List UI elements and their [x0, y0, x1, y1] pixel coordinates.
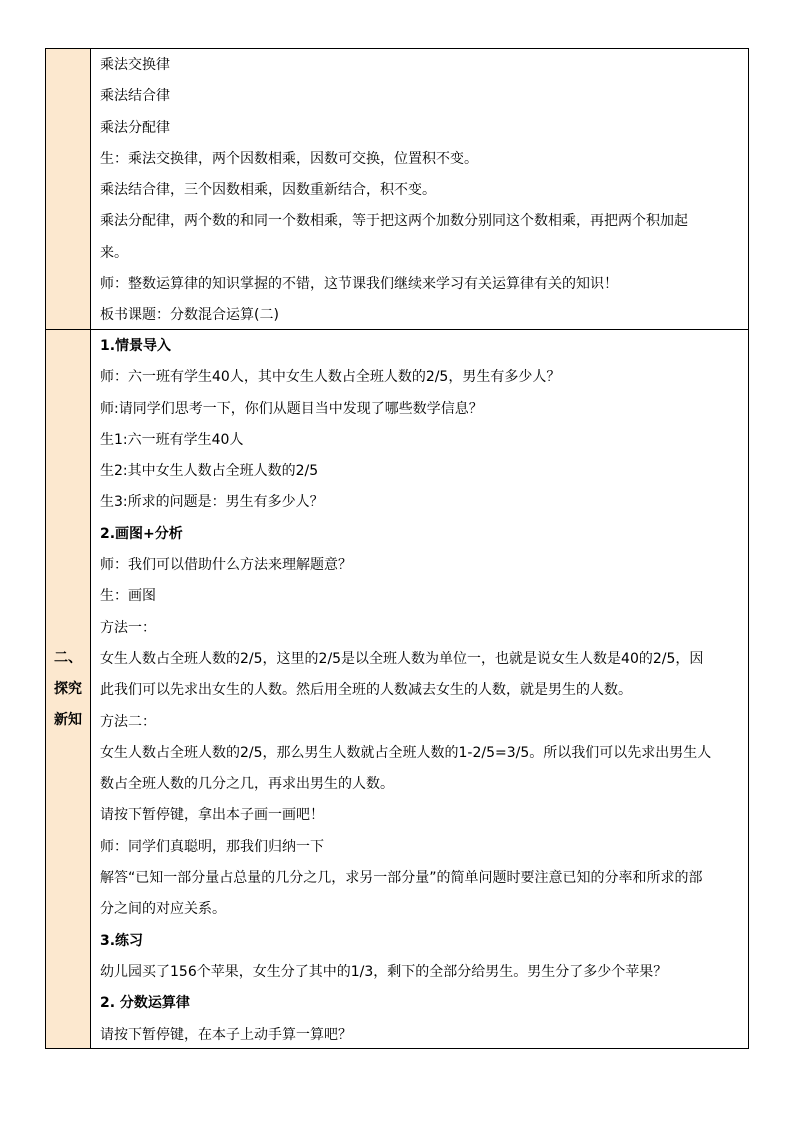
text-line: 师：六一班有学生40人，其中女生人数占全班人数的2/5，男生有多少人？ [100, 369, 561, 386]
text-line: 来。 [100, 244, 128, 261]
section-heading: 3.练习 [100, 932, 144, 949]
text-line: 生：画图 [100, 588, 156, 605]
text-line: 分之间的对应关系。 [100, 901, 226, 918]
text-line: 乘法分配律 [100, 119, 170, 136]
section-label-line: 二、 [54, 649, 82, 666]
section-label-cell [46, 330, 91, 1048]
text-line: 师：我们可以借助什么方法来理解题意？ [100, 557, 352, 574]
text-line: 乘法交换律 [100, 57, 170, 73]
section-heading: 1.情景导入 [100, 338, 172, 354]
text-line: 师:请同学们思考一下，你们从题目当中发现了哪些数学信息？ [100, 400, 483, 417]
text-line: 乘法结合律，三个因数相乘，因数重新结合，积不变。 [100, 182, 436, 199]
text-line: 方法一： [100, 619, 156, 636]
section-heading: 2. 分数运算律 [100, 995, 190, 1012]
text-line: 方法二： [100, 713, 156, 730]
text-line: 数占全班人数的几分之几，再求出男生的人数。 [100, 776, 394, 793]
section-label [54, 643, 82, 736]
table-row [46, 329, 748, 1048]
text-line: 生：乘法交换律，两个因数相乘，因数可交换，位置积不变。 [100, 150, 478, 167]
text-line: 女生人数占全班人数的2/5，这里的2/5是以全班人数为单位一，也就是说女生人数是40的2/5，因 [100, 650, 704, 667]
text-line: 生3:所求的问题是：男生有多少人？ [100, 494, 324, 511]
table-row [46, 49, 748, 329]
content-cell [91, 49, 748, 329]
lesson-table [45, 48, 749, 1049]
text-line: 板书课题：分数混合运算(二) [100, 307, 279, 324]
text-line: 生2:其中女生人数占全班人数的2/5 [100, 463, 319, 480]
section-heading: 2.画图+分析 [100, 525, 183, 542]
section-label-line: 新知 [54, 711, 82, 728]
text-line: 请按下暂停键，拿出本子画一画吧！ [100, 807, 324, 824]
text-line: 乘法分配律，两个数的和同一个数相乘，等于把这两个加数分别同这个数相乘，再把两个积加起 [100, 213, 688, 230]
side-cell [46, 49, 91, 329]
text-line: 师：同学们真聪明，那我们归纳一下 [100, 838, 324, 855]
text-line: 女生人数占全班人数的2/5，那么男生人数就占全班人数的1-2/5=3/5。所以我们可以先求出男生人 [100, 744, 712, 761]
text-line: 请按下暂停键，在本子上动手算一算吧？ [100, 1026, 352, 1043]
text-line: 乘法结合律 [100, 88, 170, 105]
text-line: 幼儿园买了156个苹果，女生分了其中的1/3，剩下的全部分给男生。男生分了多少个苹果？ [100, 963, 668, 980]
text-line: 此我们可以先求出女生的人数。然后用全班的人数减去女生的人数，就是男生的人数。 [100, 682, 632, 699]
section-label-line: 探究 [54, 680, 82, 697]
content-cell [91, 330, 748, 1048]
text-line: 师：整数运算律的知识掌握的不错，这节课我们继续来学习有关运算律有关的知识！ [100, 276, 618, 293]
text-line: 解答“已知一部分量占总量的几分之几，求另一部分量”的简单问题时要注意已知的分率和所求的部 [100, 870, 703, 887]
text-line: 生1:六一班有学生40人 [100, 431, 244, 448]
